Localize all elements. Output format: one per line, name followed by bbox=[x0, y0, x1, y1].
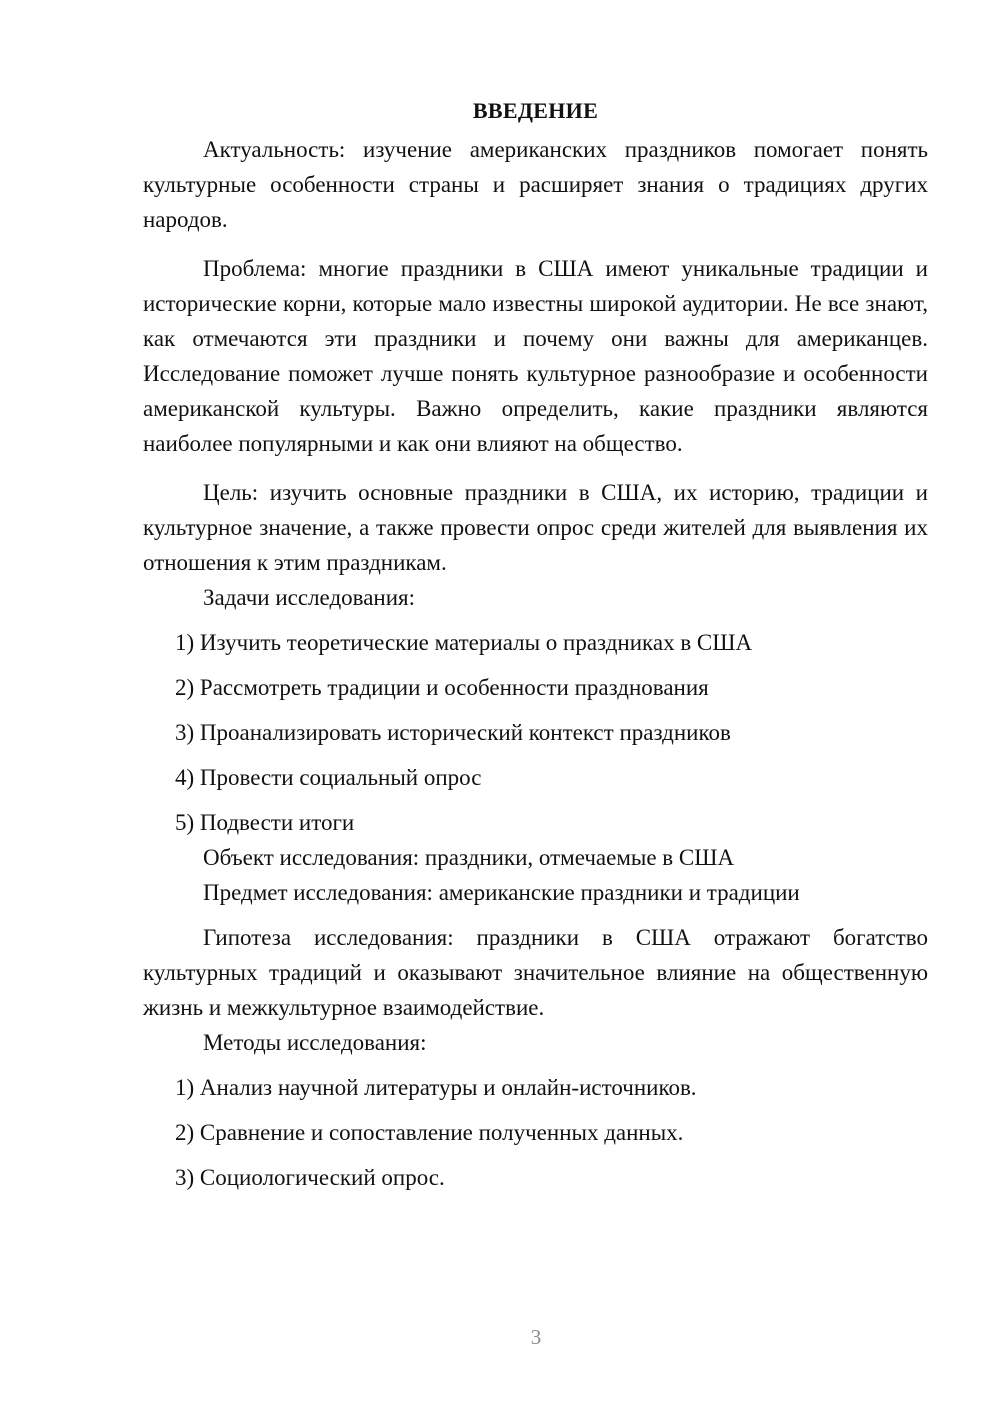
paragraph-problem: Проблема: многие праздники в США имеют уникальные традиции и исторические корни, которые мало известны широкой аудитории. Не все знают, как отмечаются эти праздники и почему они важны для американцев. Исследование поможет лучше понять культурное разнообразие и особенности американской культуры. Важно определить, какие праздники являются наиболее популярными и как они влияют на общество. bbox=[143, 256, 928, 456]
paragraph-hypothesis: Гипотеза исследования: праздники в США отражают богатство культурных традиций и оказывают значительное влияние на общественную жизнь и межкультурное взаимодействие. bbox=[143, 925, 928, 1020]
page-number: 3 bbox=[530, 1325, 542, 1349]
list-item: 5) Подвести итоги bbox=[175, 810, 355, 835]
list-item: 2) Рассмотреть традиции и особенности празднования bbox=[175, 675, 709, 700]
page-title: ВВЕДЕНИЕ bbox=[472, 98, 599, 123]
list-item: 3) Проанализировать исторический контекст праздников bbox=[175, 720, 731, 745]
methods-list bbox=[143, 1070, 928, 1195]
paragraph-object: Объект исследования: праздники, отмечаемые в США bbox=[203, 845, 735, 870]
methods-heading: Методы исследования: bbox=[203, 1030, 427, 1055]
tasks-heading: Задачи исследования: bbox=[203, 585, 416, 610]
list-item: 2) Сравнение и сопоставление полученных данных. bbox=[175, 1120, 684, 1145]
page-content bbox=[143, 94, 928, 1195]
list-item: 3) Социологический опрос. bbox=[175, 1165, 445, 1190]
list-item: 4) Провести социальный опрос bbox=[175, 765, 482, 790]
paragraph-goal: Цель: изучить основные праздники в США, их историю, традиции и культурное значение, а также провести опрос среди жителей для выявления их отношения к этим праздникам. bbox=[143, 480, 928, 575]
paragraph-subject: Предмет исследования: американские праздники и традиции bbox=[203, 880, 800, 905]
list-item: 1) Изучить теоретические материалы о праздниках в США bbox=[175, 630, 753, 655]
list-item: 1) Анализ научной литературы и онлайн-источников. bbox=[175, 1075, 697, 1100]
paragraph-relevance: Актуальность: изучение американских праздников помогает понять культурные особенности страны и расширяет знания о традициях других народов. bbox=[143, 137, 928, 232]
tasks-list bbox=[143, 625, 928, 840]
